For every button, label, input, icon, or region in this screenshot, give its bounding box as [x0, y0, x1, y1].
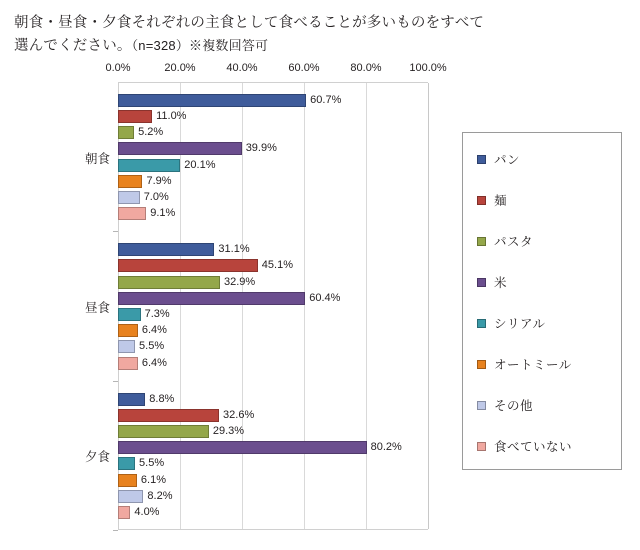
bar-value-label: 31.1%	[218, 243, 250, 256]
bar-value-label: 7.0%	[143, 191, 169, 204]
bar	[118, 276, 220, 289]
bar	[118, 441, 367, 454]
legend-swatch-icon	[477, 278, 486, 287]
bar-value-label: 45.1%	[261, 259, 293, 272]
bar-value-label: 7.3%	[144, 308, 170, 320]
bar	[118, 126, 134, 139]
x-axis-tick-labels	[0, 62, 640, 80]
bar	[118, 425, 209, 438]
legend-item	[477, 274, 507, 290]
bar	[118, 308, 141, 321]
legend-item	[477, 192, 507, 208]
y-axis-tick	[113, 231, 118, 232]
y-axis-tick	[113, 381, 118, 382]
bar-value-label: 5.5%	[139, 457, 165, 470]
title-line-2: 選んでください。	[14, 38, 132, 55]
bar	[118, 357, 138, 370]
x-axis-tick-label: 100.0%	[409, 62, 447, 74]
x-axis-tick-label: 40.0%	[226, 62, 258, 74]
bar	[118, 340, 135, 353]
legend-label: オートミール	[494, 358, 572, 372]
legend-label: 米	[494, 276, 508, 290]
legend-swatch-icon	[477, 319, 486, 328]
chart-legend	[462, 132, 622, 470]
bar	[118, 175, 142, 188]
bar-value-label: 6.4%	[141, 356, 167, 369]
bar-value-label: 80.2%	[370, 441, 402, 454]
legend-swatch-icon	[477, 442, 486, 451]
y-axis-tick	[113, 530, 118, 531]
bar-value-label: 6.4%	[141, 324, 167, 337]
bar-value-label: 4.0%	[134, 505, 160, 518]
legend-item	[477, 315, 546, 331]
x-axis-tick-label: 0.0%	[105, 62, 131, 74]
bar	[118, 292, 305, 305]
bar-value-label: 32.6%	[223, 408, 255, 421]
bar	[118, 110, 152, 123]
bar-value-label: 60.4%	[309, 291, 341, 304]
bar	[118, 474, 137, 487]
legend-item	[477, 397, 533, 413]
y-axis-category-label: 夕食	[84, 450, 110, 465]
bar-value-label: 8.8%	[149, 392, 175, 405]
bar-value-label: 60.7%	[310, 93, 342, 106]
legend-item	[477, 356, 572, 372]
x-axis-tick-label: 80.0%	[350, 62, 382, 74]
legend-label: パスタ	[494, 235, 534, 249]
bars-layer	[118, 82, 428, 530]
bar-value-label: 39.9%	[245, 142, 277, 155]
bar	[118, 94, 306, 107]
legend-label: その他	[494, 399, 534, 413]
bar-value-label: 8.2%	[147, 489, 173, 502]
legend-label: パン	[494, 153, 521, 167]
bar-value-label: 7.9%	[146, 174, 172, 187]
title-note: （n=328）※複数回答可	[131, 38, 269, 54]
bar	[118, 409, 219, 422]
bar-value-label: 5.5%	[139, 340, 165, 353]
bar-value-label: 9.1%	[150, 207, 176, 220]
bar-value-label: 32.9%	[223, 275, 256, 288]
bar	[118, 159, 180, 172]
legend-swatch-icon	[477, 360, 486, 369]
bar	[118, 490, 143, 503]
legend-item	[477, 233, 533, 249]
legend-swatch-icon	[477, 237, 486, 246]
page-title	[14, 12, 614, 58]
title-line-1: 朝食・昼食・夕食それぞれの主食として食べることが多いものをすべて	[14, 15, 485, 31]
bar	[118, 207, 146, 220]
legend-item	[477, 151, 520, 167]
bar	[118, 243, 214, 256]
bar-value-label: 20.1%	[184, 158, 216, 171]
x-axis-tick-label: 20.0%	[164, 62, 196, 74]
bar	[118, 191, 140, 204]
bar-value-label: 6.1%	[140, 473, 166, 486]
legend-item	[477, 438, 572, 454]
legend-label: 麺	[494, 194, 508, 208]
x-axis-tick-label: 60.0%	[288, 62, 320, 74]
legend-label: シリアル	[494, 317, 546, 331]
bar	[118, 393, 145, 406]
bar	[118, 506, 130, 519]
gridline	[428, 83, 429, 529]
y-axis-category-label: 昼食	[84, 301, 110, 315]
bar	[118, 324, 138, 337]
y-axis-category-label: 朝食	[84, 151, 110, 166]
legend-swatch-icon	[477, 401, 486, 410]
bar	[118, 259, 258, 272]
bar-value-label: 11.0%	[156, 110, 187, 123]
legend-label: 食べていない	[494, 440, 573, 454]
bar	[118, 142, 242, 155]
bar	[118, 457, 135, 470]
legend-swatch-icon	[477, 196, 486, 205]
bar-value-label: 5.2%	[138, 126, 164, 139]
bar-value-label: 29.3%	[212, 424, 245, 437]
legend-swatch-icon	[477, 155, 486, 164]
